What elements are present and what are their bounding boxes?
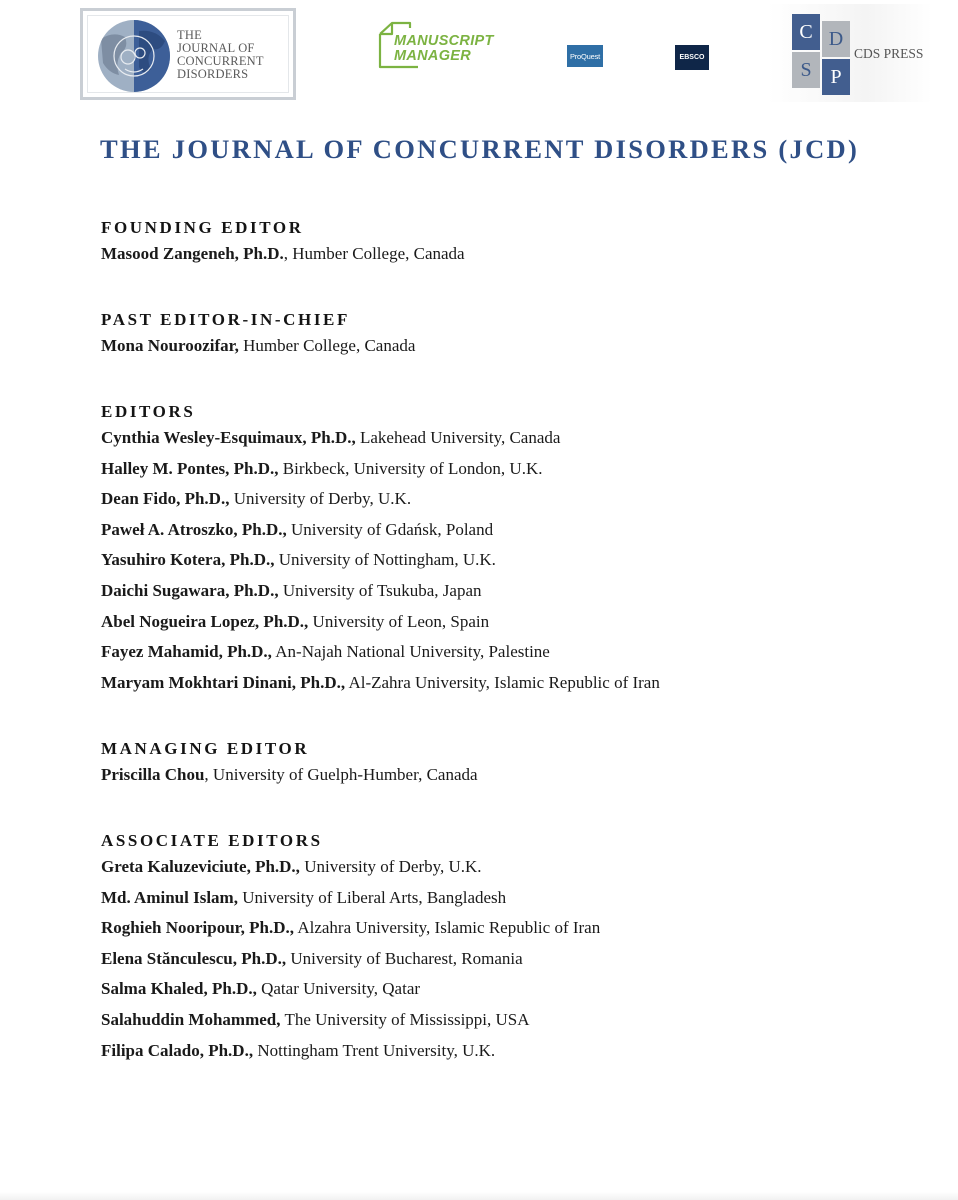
editor-affiliation: University of Bucharest, Romania xyxy=(286,948,523,968)
page-bottom-edge xyxy=(0,1192,958,1200)
cds-press-logo xyxy=(768,4,932,102)
editor-affiliation: The University of Mississippi, USA xyxy=(280,1009,530,1029)
editor-affiliation: University of Derby, U.K. xyxy=(299,857,482,876)
editor-affiliation: Humber College, Canada xyxy=(238,336,416,355)
editor-affiliation: University of Gdańsk, Poland xyxy=(286,519,494,539)
editor-affiliation: , University of Guelph-Humber, Canada xyxy=(204,765,478,784)
editor-affiliation: University of Nottingham, U.K. xyxy=(274,550,496,570)
editor-name: Mona Nouroozifar, xyxy=(101,336,239,355)
cds-letter-d: D xyxy=(822,21,850,57)
editor-name: Filipa Calado, Ph.D., xyxy=(101,1040,254,1060)
editor-name: Salma Khaled, Ph.D., xyxy=(101,979,257,999)
section-heading: MANAGING EDITOR xyxy=(101,739,310,758)
editor-affiliation: , Humber College, Canada xyxy=(283,244,465,263)
wordmark-line: MANAGER xyxy=(394,48,472,64)
proquest-logo: ProQuest xyxy=(567,45,603,67)
past-editor-in-chief-section xyxy=(101,309,921,362)
cds-press-label: CDS PRESS xyxy=(854,46,924,61)
editor-entry xyxy=(101,944,921,975)
cds-letter-c: C xyxy=(792,14,820,50)
editor-affiliation: University of Tsukuba, Japan xyxy=(278,580,482,600)
journal-title: THE JOURNAL OF CONCURRENT DISORDERS (JCD) xyxy=(100,134,860,164)
editor-name: Masood Zangeneh, Ph.D. xyxy=(101,244,284,263)
wordmark-line: THE xyxy=(177,28,202,42)
editor-entry xyxy=(101,637,921,668)
editor-entry xyxy=(101,515,921,546)
manuscript-manager-logo xyxy=(378,20,500,70)
editor-entry xyxy=(101,331,921,362)
wordmark-line: DISORDERS xyxy=(177,67,249,81)
editor-affiliation: Alzahra University, Islamic Republic of Iran xyxy=(294,918,601,938)
managing-editor-section xyxy=(101,738,921,791)
editor-name: Greta Kaluzeviciute, Ph.D., xyxy=(101,857,300,876)
wordmark-line: JOURNAL OF xyxy=(177,41,255,55)
editor-entry xyxy=(101,852,921,883)
editor-entry xyxy=(101,545,921,576)
editor-affiliation: University of Liberal Arts, Bangladesh xyxy=(237,887,507,907)
wordmark-line: CONCURRENT xyxy=(177,54,264,68)
editor-affiliation: An-Najah National University, Palestine xyxy=(271,642,550,662)
founding-editor-section xyxy=(101,217,921,270)
editor-affiliation: Nottingham Trent University, U.K. xyxy=(253,1040,496,1060)
editor-entry xyxy=(101,974,921,1005)
editor-entry xyxy=(101,913,921,944)
section-heading: FOUNDING EDITOR xyxy=(101,218,304,237)
editor-affiliation: Qatar University, Qatar xyxy=(256,979,421,999)
editor-affiliation: Al-Zahra University, Islamic Republic of Iran xyxy=(345,672,660,692)
editor-name: Fayez Mahamid, Ph.D., xyxy=(101,642,272,662)
globe-icon xyxy=(95,17,173,95)
editor-name: Priscilla Chou xyxy=(101,765,205,784)
editor-name: Paweł A. Atroszko, Ph.D., xyxy=(101,519,287,539)
editor-entry xyxy=(101,1005,921,1036)
editor-entry xyxy=(101,883,921,914)
editor-name: Abel Nogueira Lopez, Ph.D., xyxy=(101,611,309,631)
editor-name: Roghieh Nooripour, Ph.D., xyxy=(101,918,295,938)
editor-entry xyxy=(101,239,921,270)
editor-affiliation: Lakehead University, Canada xyxy=(355,428,561,447)
editor-name: Elena Stănculescu, Ph.D., xyxy=(101,948,287,968)
editor-name: Cynthia Wesley-Esquimaux, Ph.D., xyxy=(101,428,356,447)
editor-entry xyxy=(101,454,921,485)
ebsco-logo: EBSCO xyxy=(675,45,709,70)
editor-entry xyxy=(101,1036,921,1067)
associate-editors-section xyxy=(101,830,921,1066)
cds-letter-s: S xyxy=(792,52,820,88)
editor-affiliation: Birkbeck, University of London, U.K. xyxy=(278,458,543,478)
wordmark-line: MANUSCRIPT xyxy=(394,33,494,49)
editor-affiliation: University of Derby, U.K. xyxy=(229,489,412,509)
editor-entry xyxy=(101,484,921,515)
editor-entry xyxy=(101,607,921,638)
manuscript-manager-wordmark xyxy=(394,34,494,64)
journal-logo xyxy=(80,8,296,100)
editor-name: Maryam Mokhtari Dinani, Ph.D., xyxy=(101,672,346,692)
editor-name: Daichi Sugawara, Ph.D., xyxy=(101,580,279,600)
section-heading: ASSOCIATE EDITORS xyxy=(101,831,323,850)
editor-entry xyxy=(101,576,921,607)
editor-name: Dean Fido, Ph.D., xyxy=(101,489,230,509)
editor-name: Halley M. Pontes, Ph.D., xyxy=(101,458,279,478)
editor-name: Salahuddin Mohammed, xyxy=(101,1009,281,1029)
editor-affiliation: University of Leon, Spain xyxy=(308,611,490,631)
editor-entry xyxy=(101,760,921,791)
section-heading: PAST EDITOR-IN-CHIEF xyxy=(101,310,350,329)
section-heading: EDITORS xyxy=(101,402,196,421)
editors-section xyxy=(101,401,921,698)
editor-entry xyxy=(101,423,921,454)
cds-letter-p: P xyxy=(822,59,850,95)
editor-name: Md. Aminul Islam, xyxy=(101,887,238,907)
journal-wordmark xyxy=(177,29,293,81)
editor-entry xyxy=(101,668,921,699)
editor-name: Yasuhiro Kotera, Ph.D., xyxy=(101,550,275,570)
